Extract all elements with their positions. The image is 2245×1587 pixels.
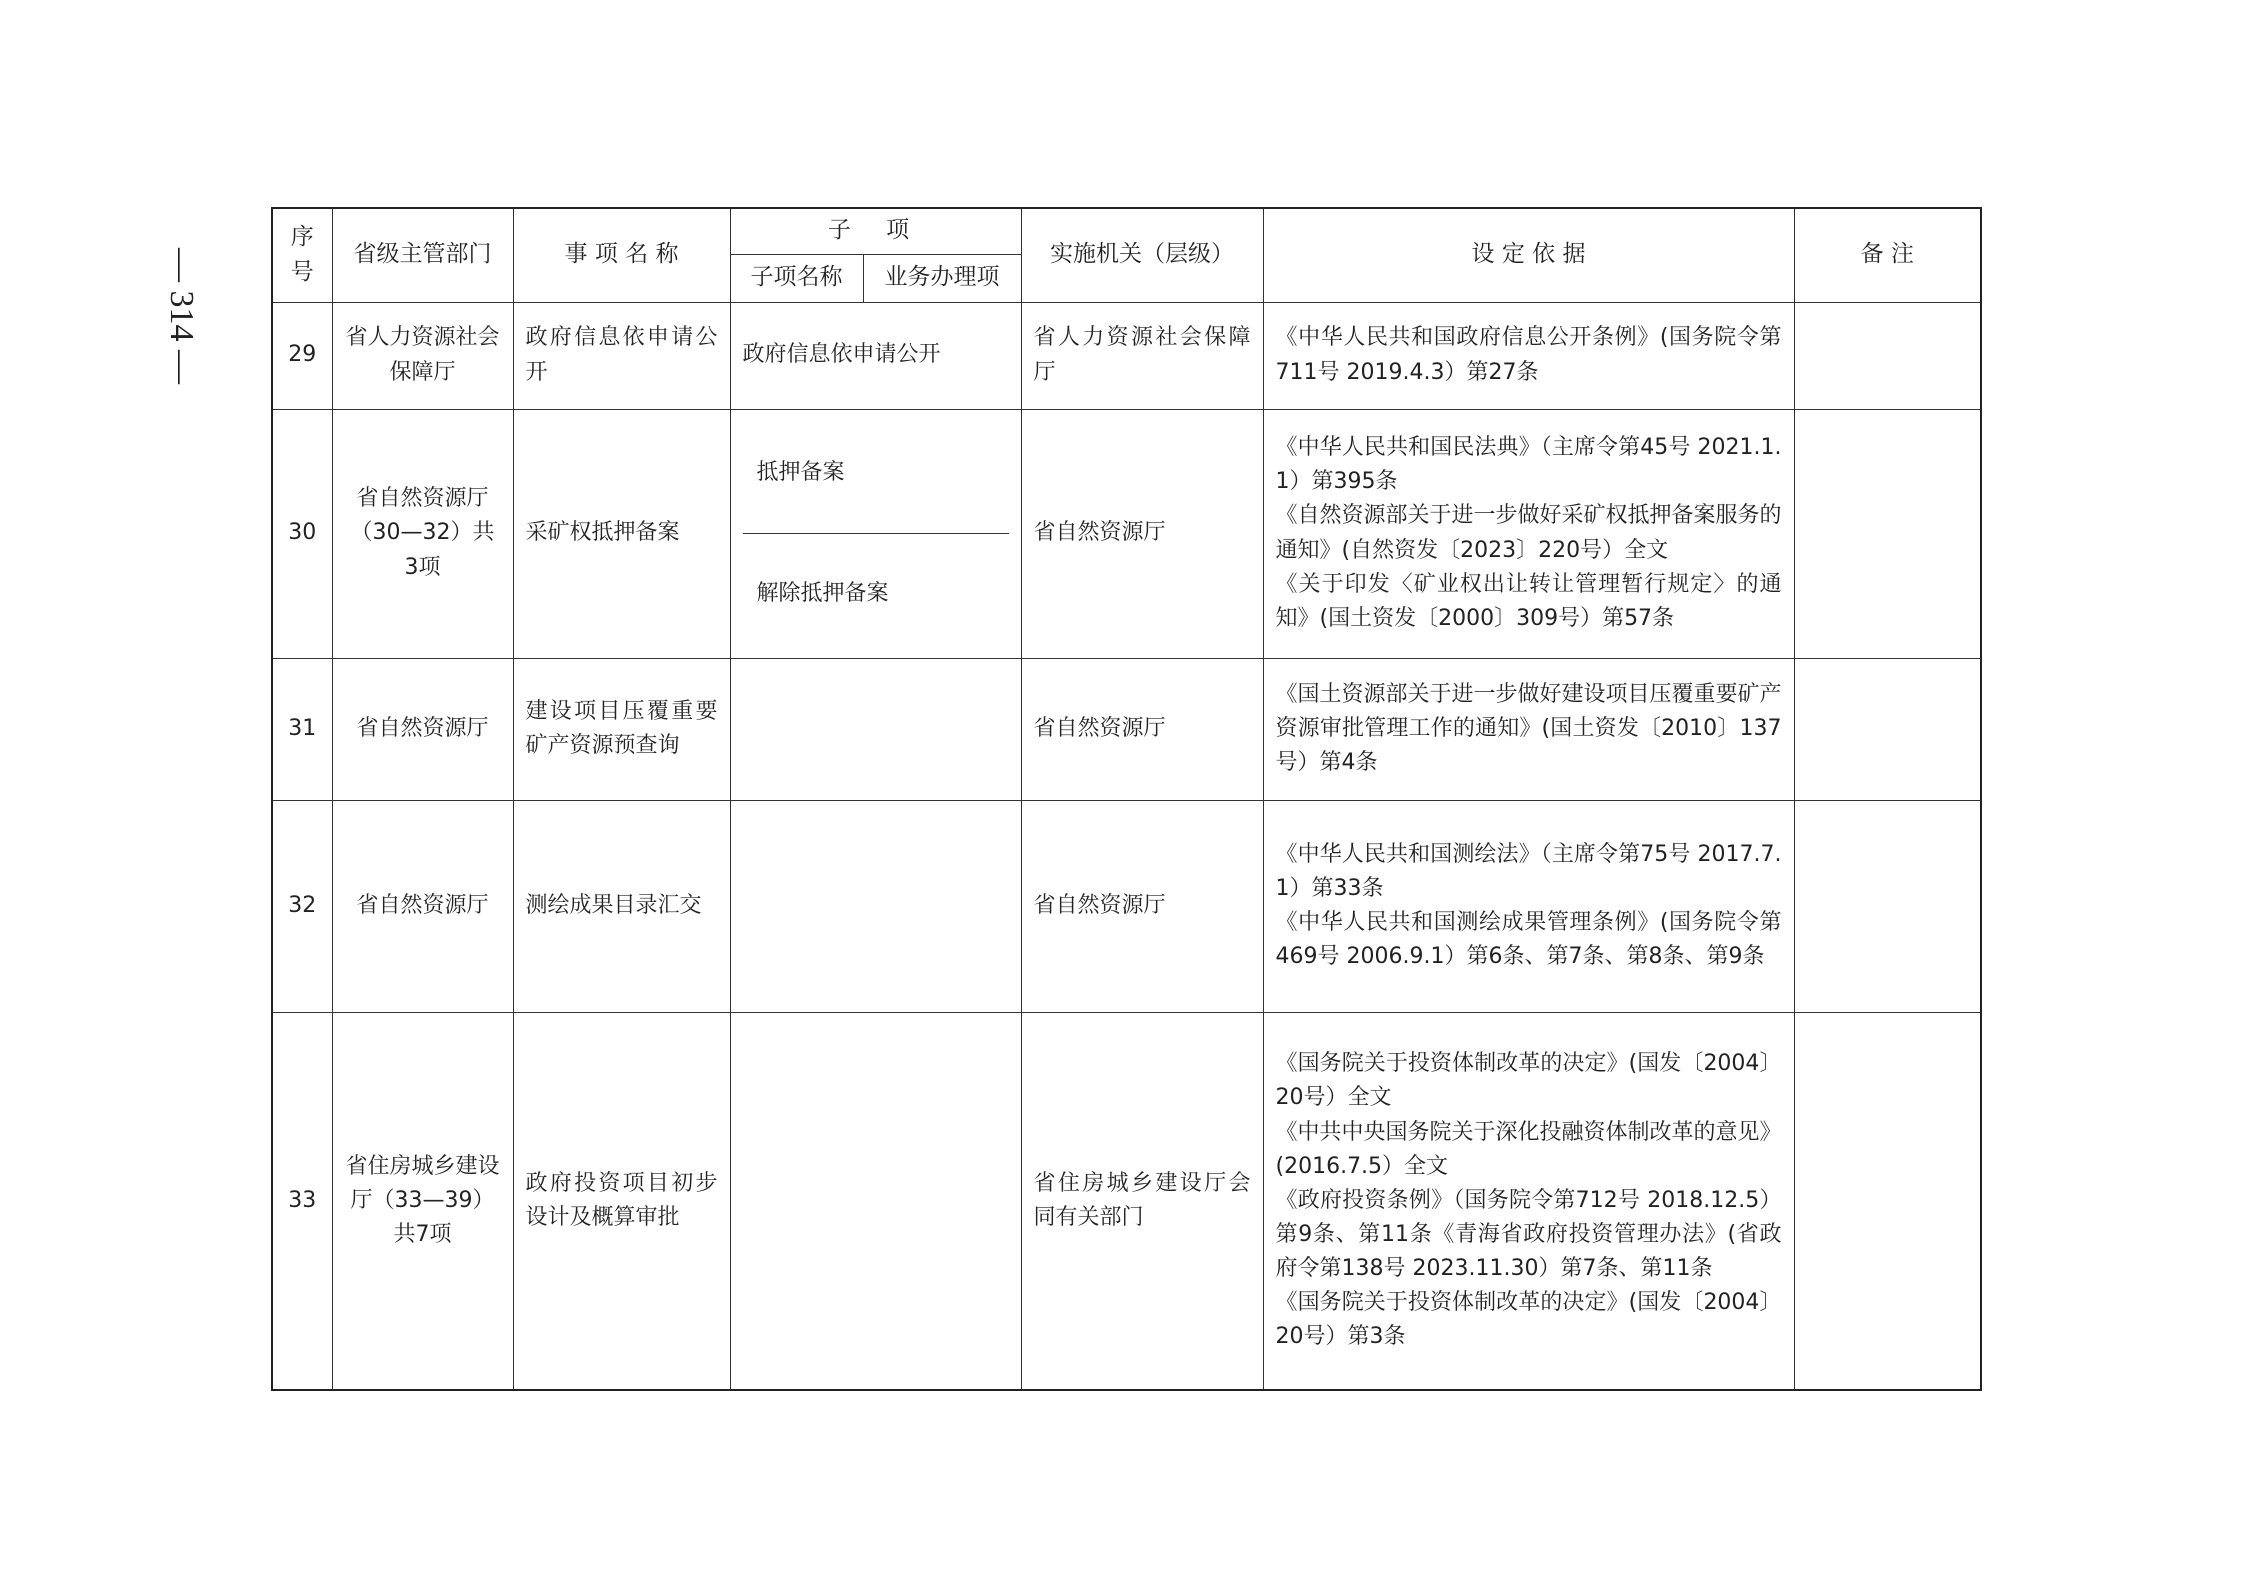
row-subitem: 政府信息依申请公开 bbox=[730, 302, 1021, 409]
row-subitem bbox=[730, 1012, 1021, 1390]
basis-line: 《关于印发〈矿业权出让转让管理暂行规定〉的通知》(国土资发〔2000〕309号）第57条 bbox=[1275, 571, 1782, 631]
row-agency: 省自然资源厅 bbox=[1021, 800, 1263, 1012]
row-agency: 省自然资源厅 bbox=[1021, 658, 1263, 800]
items-table bbox=[271, 207, 1982, 1391]
row-basis bbox=[1263, 302, 1794, 409]
row-remarks bbox=[1794, 409, 1981, 658]
header-agency: 实施机关（层级） bbox=[1021, 208, 1263, 302]
header-subitem: 子 项 bbox=[730, 208, 1021, 254]
basis-line: 《中华人民共和国测绘成果管理条例》(国务院令第469号 2006.9.1）第6条、第7条、第8条、第9条 bbox=[1275, 910, 1782, 970]
basis-line: 《国土资源部关于进一步做好建设项目压覆重要矿产资源审批管理工作的通知》(国土资发〔2010〕137号）第4条 bbox=[1275, 681, 1782, 776]
row-subitem: 解除抵押备案 bbox=[743, 533, 1009, 654]
header-remarks: 备 注 bbox=[1794, 208, 1981, 302]
row-agency: 省自然资源厅 bbox=[1021, 409, 1263, 658]
basis-line: 《国务院关于投资体制改革的决定》(国发〔2004〕20号）全文 bbox=[1275, 1051, 1782, 1111]
header-seq: 序号 bbox=[272, 208, 332, 302]
row-seq: 30 bbox=[272, 409, 332, 658]
table-row bbox=[272, 800, 1981, 1012]
basis-line: 《政府投资条例》（国务院令第712号 2018.12.5）第9条、第11条《青海省政府投资管理办法》(省政府令第138号 2023.11.30）第7条、第11条 bbox=[1275, 1187, 1782, 1281]
basis-line: 《自然资源部关于进一步做好采矿权抵押备案服务的通知》(自然资发〔2023〕220号）全文 bbox=[1275, 503, 1782, 563]
row-item-name: 政府投资项目初步设计及概算审批 bbox=[513, 1012, 730, 1390]
basis-line: 《中共中央国务院关于深化投融资体制改革的意见》(2016.7.5）全文 bbox=[1275, 1119, 1782, 1179]
row-seq: 33 bbox=[272, 1012, 332, 1390]
row-seq: 32 bbox=[272, 800, 332, 1012]
row-department: 省住房城乡建设厅（33—39）共7项 bbox=[332, 1012, 513, 1390]
row-item-name: 测绘成果目录汇交 bbox=[513, 800, 730, 1012]
basis-line: 《中华人民共和国测绘法》（主席令第75号 2017.7.1）第33条 bbox=[1275, 841, 1782, 901]
row-basis bbox=[1263, 409, 1794, 658]
row-department: 省自然资源厅（30—32）共3项 bbox=[332, 409, 513, 658]
table-row bbox=[272, 409, 1981, 658]
header-basis: 设 定 依 据 bbox=[1263, 208, 1794, 302]
table-row bbox=[272, 302, 1981, 409]
page-number: — 314 — bbox=[163, 248, 200, 384]
row-agency: 省人力资源社会保障厅 bbox=[1021, 302, 1263, 409]
basis-line: 《国务院关于投资体制改革的决定》(国发〔2004〕20号）第3条 bbox=[1275, 1289, 1782, 1350]
row-basis bbox=[1263, 1012, 1794, 1390]
header-department: 省级主管部门 bbox=[332, 208, 513, 302]
header-item-name: 事 项 名 称 bbox=[513, 208, 730, 302]
row-seq: 29 bbox=[272, 302, 332, 409]
row-subitem bbox=[730, 658, 1021, 800]
row-seq: 31 bbox=[272, 658, 332, 800]
table-row bbox=[272, 1012, 1981, 1390]
header-subitem-name: 子项名称 bbox=[730, 254, 863, 302]
row-item-name: 建设项目压覆重要矿产资源预查询 bbox=[513, 658, 730, 800]
row-department: 省人力资源社会保障厅 bbox=[332, 302, 513, 409]
row-item-name: 采矿权抵押备案 bbox=[513, 409, 730, 658]
row-item-name: 政府信息依申请公开 bbox=[513, 302, 730, 409]
basis-line: 《中华人民共和国民法典》（主席令第45号 2021.1.1）第395条 bbox=[1275, 435, 1782, 495]
row-subitem bbox=[730, 800, 1021, 1012]
header-business-item: 业务办理项 bbox=[863, 254, 1021, 302]
row-basis bbox=[1263, 800, 1794, 1012]
row-remarks bbox=[1794, 302, 1981, 409]
basis-line: 《中华人民共和国政府信息公开条例》(国务院令第711号 2019.4.3）第27条 bbox=[1275, 325, 1782, 385]
row-basis bbox=[1263, 658, 1794, 800]
row-remarks bbox=[1794, 658, 1981, 800]
row-subitem: 抵押备案 bbox=[756, 460, 845, 486]
row-agency: 省住房城乡建设厅会同有关部门 bbox=[1021, 1012, 1263, 1390]
row-department: 省自然资源厅 bbox=[332, 658, 513, 800]
row-remarks bbox=[1794, 1012, 1981, 1390]
row-department: 省自然资源厅 bbox=[332, 800, 513, 1012]
row-remarks bbox=[1794, 800, 1981, 1012]
table-row bbox=[272, 658, 1981, 800]
row-subitems bbox=[730, 409, 1021, 658]
